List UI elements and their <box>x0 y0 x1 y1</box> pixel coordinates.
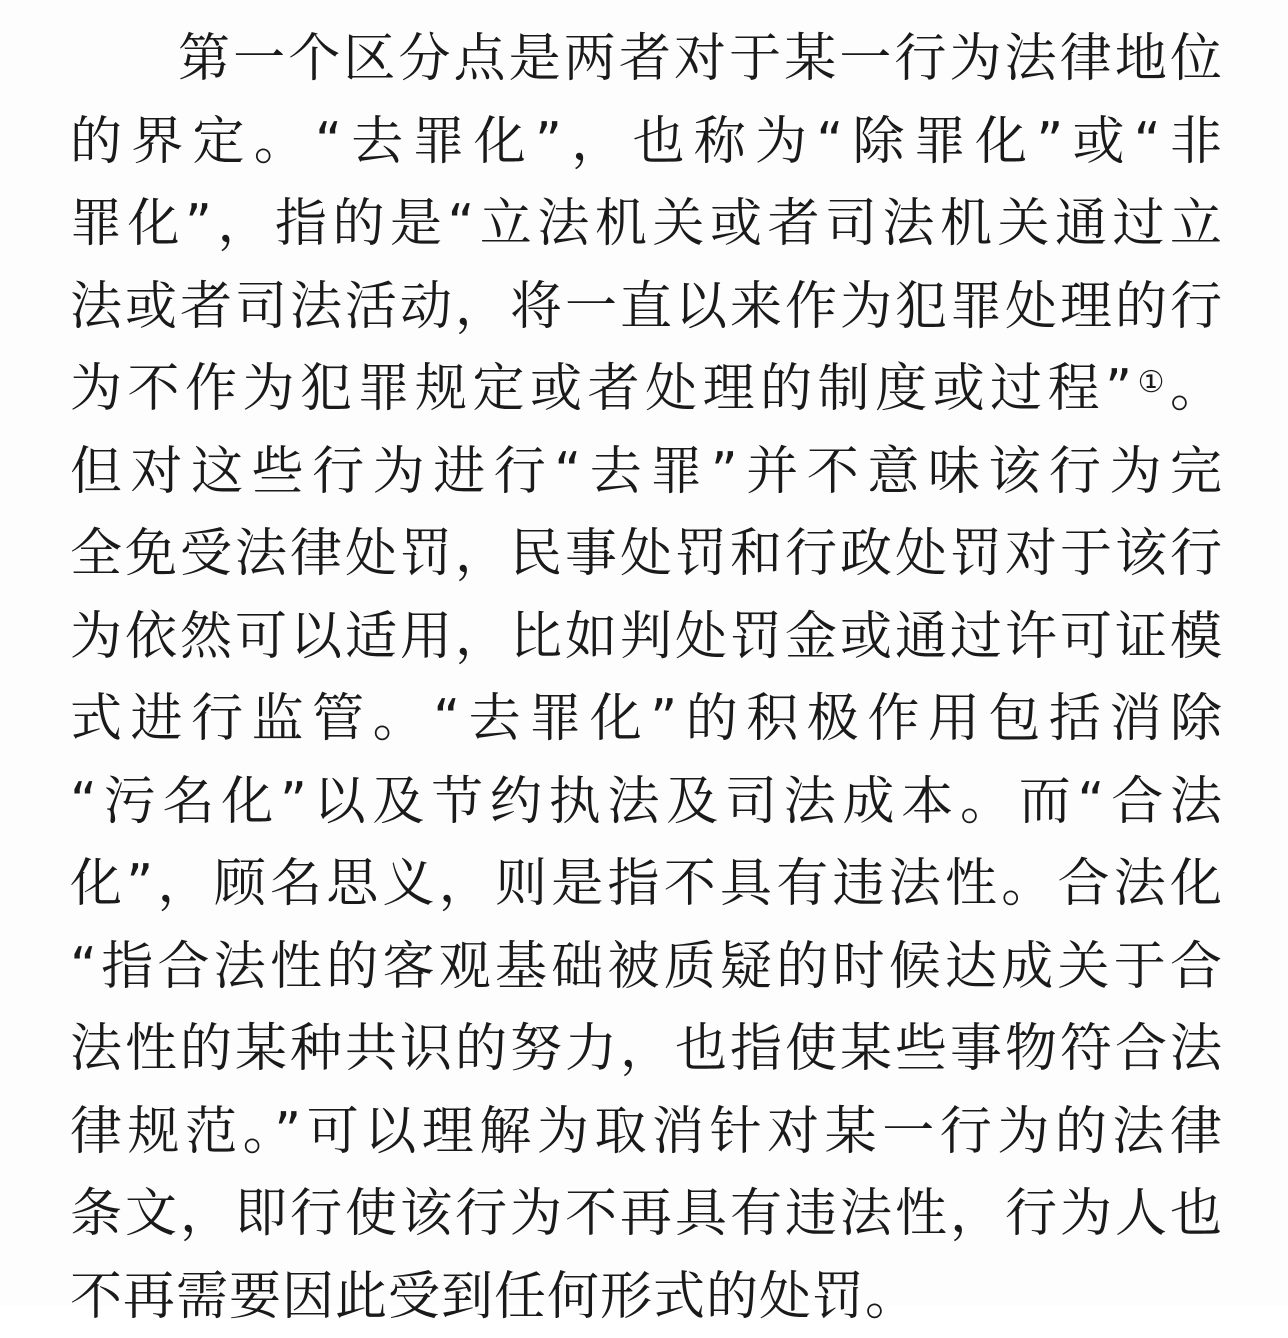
paragraph-line-10: “污名化”以及节约执法及司法成本。而“合法 <box>70 761 1222 844</box>
paragraph-line-1: 第一个区分点是两者对于某一行为法律地位 <box>70 18 1222 101</box>
paragraph-line-6: 但对这些行为进行“去罪”并不意味该行为完 <box>70 431 1222 514</box>
paragraph-line-9: 式进行监管。“去罪化”的积极作用包括消除 <box>70 678 1222 761</box>
paragraph-line-15: 条文，即行使该行为不再具有违法性，行为人也 <box>70 1173 1222 1256</box>
paragraph-line-3: 罪化”，指的是“立法机关或者司法机关通过立 <box>70 183 1222 266</box>
paragraph-line-13: 法性的某种共识的努力，也指使某些事物符合法 <box>70 1008 1222 1091</box>
paragraph-line-2: 的界定。“去罪化”，也称为“除罪化”或“非 <box>70 101 1222 184</box>
paragraph-line-4: 法或者司法活动，将一直以来作为犯罪处理的行 <box>70 266 1222 349</box>
paragraph-line-11: 化”，顾名思义，则是指不具有违法性。合法化 <box>70 843 1222 926</box>
paragraph <box>70 18 1222 1338</box>
footnote-marker: ① <box>1132 365 1170 400</box>
paragraph-line-12: “指合法性的客观基础被质疑的时候达成关于合 <box>70 926 1222 1009</box>
paragraph-line-8: 为依然可以适用，比如判处罚金或通过许可证模 <box>70 596 1222 679</box>
paragraph-line-14: 律规范。”可以理解为取消针对某一行为的法律 <box>70 1091 1222 1174</box>
paragraph-line-5 <box>70 348 1222 431</box>
paragraph-line-16: 不再需要因此受到任何形式的处罚。 <box>70 1256 1222 1338</box>
paragraph-line-5-text: 为不作为犯罪规定或者处理的制度或过程” <box>70 359 1132 419</box>
paragraph-line-7: 全免受法律处罚，民事处罚和行政处罚对于该行 <box>70 513 1222 596</box>
paragraph-line-5-tail: 。 <box>1170 359 1222 419</box>
